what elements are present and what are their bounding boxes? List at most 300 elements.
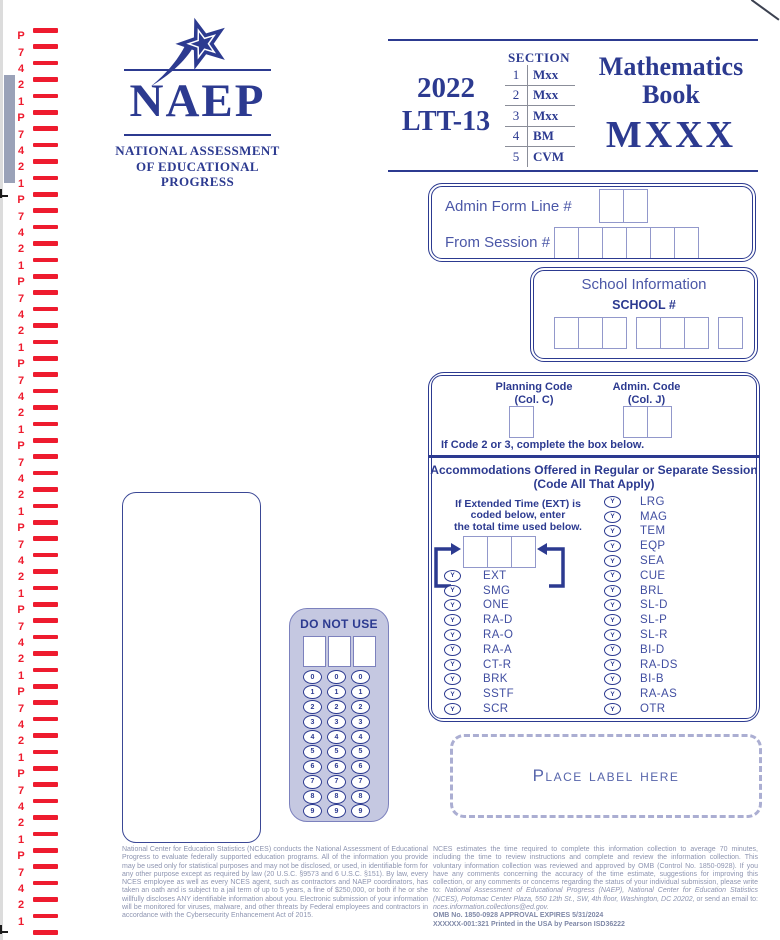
timing-bar xyxy=(33,733,58,738)
accommodation-codes-right xyxy=(604,495,678,717)
digit-bubble[interactable]: 1 xyxy=(303,685,322,699)
digit-bubble[interactable]: 1 xyxy=(351,685,370,699)
timing-bar xyxy=(33,536,58,541)
timing-char: P xyxy=(17,194,25,207)
do-not-use-panel xyxy=(289,608,389,822)
write-in-cell[interactable] xyxy=(509,406,534,438)
timing-char: 1 xyxy=(17,833,25,846)
timing-bar xyxy=(33,61,58,66)
write-in-cell[interactable] xyxy=(578,317,603,349)
timing-bar xyxy=(33,717,58,722)
planning-code-label xyxy=(469,381,599,406)
write-in-cell[interactable] xyxy=(623,406,648,438)
accommodation-row xyxy=(604,554,678,569)
timing-char: 2 xyxy=(17,407,25,420)
timing-bar xyxy=(33,684,58,689)
timing-char: 7 xyxy=(17,456,25,469)
accommodation-row xyxy=(604,687,678,702)
accommodation-code-label: SL-P xyxy=(640,614,668,627)
naep-wordmark: NAEP xyxy=(129,75,266,127)
yes-bubble[interactable]: Y xyxy=(444,570,461,582)
footer-right-address: National Assessment of Educational Progress (NAEP), National Center for Education Statistics (NCES), Potomac Center Plaza, 550 12th St., SW, 4th floor, Washington, DC 20202, xyxy=(433,887,758,903)
accommodation-row xyxy=(444,569,514,584)
accommodation-row xyxy=(444,672,514,687)
ext-note-line: the total time used below. xyxy=(454,520,582,533)
naep-subtitle-line: PROGRESS xyxy=(160,174,235,189)
accommodation-row xyxy=(444,702,514,717)
write-in-cell[interactable] xyxy=(353,636,376,667)
accommodation-code-label: RA-DS xyxy=(640,658,678,671)
timing-char: 4 xyxy=(17,637,25,649)
yes-bubble[interactable]: Y xyxy=(604,688,621,700)
digit-bubble[interactable]: 4 xyxy=(303,730,322,744)
timing-bar xyxy=(33,44,58,49)
footer-right-intro: NCES estimates the time required to complete this information collection to average 70 minutes, including the time to review instructions and complete and review the information collection. This voluntary information collection was reviewed and approved by OMB (Control No. 1850-0928). If you have any comments concerning the accuracy of the time estimate, suggestions for improving this collection, or any comments or concerns regarding the status of your individual submission, please write to: xyxy=(433,846,758,895)
accommodation-row xyxy=(604,598,678,613)
accommodation-codes-left xyxy=(444,569,514,717)
timing-bar xyxy=(33,258,58,263)
timing-char: 2 xyxy=(17,653,25,666)
timing-char: 1 xyxy=(17,177,25,190)
digit-bubble[interactable]: 2 xyxy=(351,700,370,714)
logo-rule-top xyxy=(124,69,271,71)
accommodation-code-label: SEA xyxy=(640,555,665,568)
school-information-box xyxy=(530,267,758,362)
accommodation-row xyxy=(444,642,514,657)
timing-bar xyxy=(33,274,58,279)
accommodation-row xyxy=(604,539,678,554)
yes-bubble[interactable]: Y xyxy=(444,629,461,641)
write-in-cell[interactable] xyxy=(647,406,672,438)
section-table-row xyxy=(505,146,575,167)
timing-bar xyxy=(33,766,58,771)
admin-form-line-label: Admin Form Line # xyxy=(445,198,572,215)
timing-bar xyxy=(33,126,58,131)
timing-bar xyxy=(33,602,58,607)
accommodation-code-label: BI-D xyxy=(640,643,665,656)
footer-right-email: nces.information.collections@ed.gov. xyxy=(433,904,549,912)
write-in-cell[interactable] xyxy=(554,317,579,349)
yes-bubble[interactable]: Y xyxy=(444,703,461,715)
yes-bubble[interactable]: Y xyxy=(444,585,461,597)
accommodation-code-label: SMG xyxy=(483,584,511,597)
yes-bubble[interactable]: Y xyxy=(444,673,461,685)
digit-bubble[interactable]: 5 xyxy=(303,745,322,759)
section-table-title: SECTION xyxy=(507,50,571,65)
header-rule-bottom xyxy=(388,170,758,172)
timing-char: 7 xyxy=(17,866,25,879)
timing-char: P xyxy=(17,440,25,453)
timing-char: P xyxy=(17,276,25,289)
digit-bubble-grid xyxy=(304,670,369,819)
write-in-cell[interactable] xyxy=(602,317,627,349)
timing-bar xyxy=(33,225,58,230)
registration-mark xyxy=(0,931,8,933)
yes-bubble[interactable]: Y xyxy=(444,644,461,656)
accommodations-title-line2: (Code All That Apply) xyxy=(533,477,655,491)
timing-bar xyxy=(33,864,58,869)
digit-bubble[interactable]: 4 xyxy=(351,730,370,744)
digit-bubble[interactable]: 5 xyxy=(351,745,370,759)
section-block-code: Mxx xyxy=(533,87,559,103)
do-not-use-title: DO NOT USE xyxy=(300,617,378,631)
yes-bubble[interactable]: Y xyxy=(604,585,621,597)
timing-char: 4 xyxy=(17,801,25,813)
naep-subtitle xyxy=(95,143,300,190)
book-code: MXXX xyxy=(605,114,737,156)
timing-char: P xyxy=(17,112,25,125)
accommodation-row xyxy=(604,495,678,510)
timing-bar xyxy=(33,340,58,345)
timing-bar xyxy=(33,356,58,361)
digit-bubble[interactable]: 9 xyxy=(351,804,370,818)
digit-bubble[interactable]: 6 xyxy=(327,760,346,774)
timing-char: 7 xyxy=(17,538,25,551)
write-in-cell[interactable] xyxy=(554,227,579,259)
accommodation-code-label: BI-B xyxy=(640,673,664,686)
timing-char: 2 xyxy=(17,325,25,338)
timing-char: P xyxy=(17,686,25,699)
timing-char: 4 xyxy=(17,309,25,321)
yes-bubble[interactable]: Y xyxy=(604,511,621,523)
timing-char: 1 xyxy=(17,505,25,518)
write-in-cell[interactable] xyxy=(578,227,603,259)
timing-char: 4 xyxy=(17,145,25,157)
accommodation-row xyxy=(444,583,514,598)
timing-bar xyxy=(33,635,58,640)
timing-char: P xyxy=(17,768,25,781)
accommodation-code-label: RA-AS xyxy=(640,688,678,701)
section-table-row xyxy=(505,65,575,85)
section-table-row xyxy=(505,85,575,106)
digit-bubble[interactable]: 2 xyxy=(303,700,322,714)
blank-response-box xyxy=(122,492,261,843)
timing-bar xyxy=(33,290,58,295)
accommodation-row xyxy=(444,628,514,643)
timing-bar xyxy=(33,94,58,99)
accommodation-row xyxy=(604,613,678,628)
yes-bubble[interactable]: Y xyxy=(604,629,621,641)
accommodation-code-label: BRL xyxy=(640,584,664,597)
yes-bubble[interactable]: Y xyxy=(604,599,621,611)
cell-group xyxy=(636,317,709,349)
yes-bubble[interactable]: Y xyxy=(604,703,621,715)
digit-bubble[interactable]: 8 xyxy=(327,790,346,804)
digit-bubble[interactable]: 6 xyxy=(351,760,370,774)
timing-char: 1 xyxy=(17,915,25,928)
digit-bubble[interactable]: 3 xyxy=(327,715,346,729)
admin-code-col: (Col. J) xyxy=(627,393,666,406)
yes-bubble[interactable]: Y xyxy=(604,659,621,671)
place-label-box[interactable] xyxy=(450,734,762,818)
registration-mark xyxy=(0,195,8,197)
timing-bar xyxy=(33,323,58,328)
timing-char: 1 xyxy=(17,341,25,354)
accommodations-title-line1: Accommodations Offered in Regular or Separate Session xyxy=(430,463,758,477)
header-rule-top xyxy=(388,39,758,41)
timing-char: 7 xyxy=(17,292,25,305)
footer-left-text: National Center for Education Statistics (NCES) conducts the National Assessment of Educational Progress to evaluate federally supported education programs. All of the information you provide may be used only for statistical purposes and may not be disclosed, or used, in identifiable form for any other purpose except as required by law (20 U.S.C. §9573 and 6 U.S.C. §151). By law, every NCES employee as well as every NCES agent, such as contractors and NAEP coordinators, has taken an oath and is subject to a jail term of up to 5 years, a fine of $250,000, or both if he or she willfully discloses ANY identifiable information about you. Electronic submission of your information will be monitored for viruses, malware, and other threats by Federal employees and contractors in accordance with the Cybersecurity Enhancement Act of 2015. xyxy=(122,846,428,920)
accommodation-row xyxy=(444,613,514,628)
from-session-label: From Session # xyxy=(445,234,551,251)
timing-char: 7 xyxy=(17,210,25,223)
write-in-cell[interactable] xyxy=(602,227,627,259)
accommodation-code-label: RA-A xyxy=(483,643,513,656)
timing-bar xyxy=(33,110,58,115)
timing-char: 4 xyxy=(17,883,25,895)
page-edge-strip xyxy=(0,0,3,940)
timing-char: 4 xyxy=(17,473,25,485)
corner-cut-line xyxy=(751,0,780,21)
accommodation-code-label: SL-D xyxy=(640,599,668,612)
timing-char: 1 xyxy=(17,751,25,764)
write-in-cell[interactable] xyxy=(650,227,675,259)
section-block-code: Mxx xyxy=(533,107,559,123)
timing-char: 2 xyxy=(17,899,25,912)
section-number: 2 xyxy=(505,86,528,106)
digit-bubble[interactable]: 9 xyxy=(327,804,346,818)
ext-time-cells xyxy=(463,536,536,568)
write-in-cell[interactable] xyxy=(623,189,648,223)
digit-bubble[interactable]: 0 xyxy=(327,670,346,684)
timing-char: 4 xyxy=(17,719,25,731)
timing-bar xyxy=(33,241,58,246)
write-in-cell[interactable] xyxy=(487,536,512,568)
yes-bubble[interactable]: Y xyxy=(604,525,621,537)
timing-char: 1 xyxy=(17,669,25,682)
accommodation-row xyxy=(604,509,678,524)
yes-bubble[interactable]: Y xyxy=(444,614,461,626)
write-in-cell[interactable] xyxy=(599,189,624,223)
timing-bar xyxy=(33,438,58,443)
timing-char: 1 xyxy=(17,423,25,436)
timing-bar xyxy=(33,914,58,919)
book-title-line2: Book xyxy=(642,80,700,109)
write-in-cell[interactable] xyxy=(328,636,351,667)
write-in-cell[interactable] xyxy=(636,317,661,349)
digit-bubble[interactable]: 3 xyxy=(303,715,322,729)
yes-bubble[interactable]: Y xyxy=(604,540,621,552)
write-in-cell[interactable] xyxy=(684,317,709,349)
timing-bar xyxy=(33,881,58,886)
code-note: If Code 2 or 3, complete the box below. xyxy=(441,439,645,451)
digit-bubble[interactable]: 7 xyxy=(351,775,370,789)
timing-bar xyxy=(33,520,58,525)
accommodation-code-label: TEM xyxy=(640,525,666,538)
timing-bar xyxy=(33,208,58,213)
accommodation-row xyxy=(444,687,514,702)
digit-bubble[interactable]: 9 xyxy=(303,804,322,818)
accommodation-row xyxy=(604,702,678,717)
accommodation-code-label: BRK xyxy=(483,673,508,686)
digit-bubble[interactable]: 7 xyxy=(303,775,322,789)
panel-divider xyxy=(429,455,759,458)
print-line: XXXXXX-001:321 Printed in the USA by Pearson ISD36222 xyxy=(433,920,625,928)
write-in-cell[interactable] xyxy=(674,227,699,259)
digit-bubble[interactable]: 2 xyxy=(327,700,346,714)
accommodation-row xyxy=(604,583,678,598)
accommodation-row xyxy=(604,568,678,583)
timing-char: 2 xyxy=(17,79,25,92)
timing-char: 2 xyxy=(17,161,25,174)
timing-char: 7 xyxy=(17,620,25,633)
accommodation-row xyxy=(604,642,678,657)
place-label-text: Place label here xyxy=(532,766,680,785)
accommodation-code-label: CT-R xyxy=(483,658,512,671)
cell-group xyxy=(718,317,743,349)
yes-bubble[interactable]: Y xyxy=(444,688,461,700)
omb-line: OMB No. 1850-0928 APPROVAL EXPIRES 5/31/2024 xyxy=(433,912,604,920)
timing-bar xyxy=(33,930,58,935)
timing-char: 7 xyxy=(17,702,25,715)
timing-bar xyxy=(33,405,58,410)
timing-char: 4 xyxy=(17,555,25,567)
logo-rule-bottom xyxy=(124,134,271,136)
section-table-row xyxy=(505,105,575,126)
accommodation-code-label: SL-R xyxy=(640,629,668,642)
school-information-title: School Information xyxy=(581,276,707,293)
footer-right-mid: or send an email to: xyxy=(694,895,758,903)
digit-bubble[interactable]: 6 xyxy=(303,760,322,774)
section-block-code: Mxx xyxy=(533,66,559,82)
write-in-cell[interactable] xyxy=(718,317,743,349)
section-number: 3 xyxy=(505,106,528,126)
timing-bar xyxy=(33,651,58,656)
digit-bubble[interactable]: 0 xyxy=(351,670,370,684)
section-number: 1 xyxy=(505,65,528,85)
section-number: 5 xyxy=(505,147,528,167)
accommodation-code-label: ONE xyxy=(483,599,510,612)
section-block-code: CVM xyxy=(533,148,565,164)
do-not-use-cells xyxy=(303,636,376,667)
admin-code-label-line: Admin. Code xyxy=(612,381,681,393)
ext-note-line: If Extended Time (EXT) is xyxy=(455,498,581,510)
ext-note-line: coded below, enter xyxy=(470,509,566,522)
digit-bubble[interactable]: 1 xyxy=(327,685,346,699)
timing-char: 7 xyxy=(17,46,25,59)
codes-panel xyxy=(428,372,760,722)
timing-char: 4 xyxy=(17,391,25,403)
timing-bar xyxy=(33,77,58,82)
timing-char: 7 xyxy=(17,374,25,387)
digit-bubble[interactable]: 7 xyxy=(327,775,346,789)
timing-bar xyxy=(33,700,58,705)
accommodation-code-label: RA-O xyxy=(483,629,514,642)
digit-bubble[interactable]: 4 xyxy=(327,730,346,744)
timing-char: 2 xyxy=(17,571,25,584)
naep-subtitle-line: NATIONAL ASSESSMENT xyxy=(115,143,280,158)
planning-code-col: (Col. C) xyxy=(514,393,554,406)
planning-code-label-line: Planning Code xyxy=(495,381,573,393)
admin-form-line-cells xyxy=(599,189,648,223)
admin-code-label xyxy=(584,381,709,406)
yes-bubble[interactable]: Y xyxy=(604,673,621,685)
planning-code-cells xyxy=(509,406,534,438)
accommodation-row xyxy=(444,598,514,613)
timing-bar xyxy=(33,750,58,755)
yes-bubble[interactable]: Y xyxy=(604,555,621,567)
footer-right-paragraph xyxy=(433,846,758,929)
accommodation-row xyxy=(604,657,678,672)
section-table-row xyxy=(505,126,575,147)
timing-char: 2 xyxy=(17,243,25,256)
ext-note xyxy=(437,499,599,533)
accommodation-code-label: LRG xyxy=(640,495,665,508)
timing-char: 4 xyxy=(17,227,25,239)
timing-bar xyxy=(33,815,58,820)
admin-code-cells xyxy=(623,406,672,438)
assessment-year: 2022 xyxy=(417,72,475,104)
accommodation-code-label: SSTF xyxy=(483,688,514,701)
digit-bubble[interactable]: 0 xyxy=(303,670,322,684)
timing-bar xyxy=(33,504,58,509)
digit-bubble[interactable]: 8 xyxy=(351,790,370,804)
accommodation-code-label: RA-D xyxy=(483,614,513,627)
timing-char: 1 xyxy=(17,259,25,272)
accommodation-code-label: CUE xyxy=(640,569,666,582)
yes-bubble[interactable]: Y xyxy=(604,570,621,582)
naep-subtitle-line: OF EDUCATIONAL xyxy=(136,158,259,174)
timing-bar xyxy=(33,569,58,574)
timing-bar xyxy=(33,422,58,427)
accommodation-code-label: SCR xyxy=(483,703,509,716)
accommodation-code-label: EXT xyxy=(483,569,507,582)
yes-bubble[interactable]: Y xyxy=(604,496,621,508)
digit-bubble[interactable]: 3 xyxy=(351,715,370,729)
digit-bubble[interactable]: 8 xyxy=(303,790,322,804)
timing-bar xyxy=(33,487,58,492)
timing-char: P xyxy=(17,850,25,863)
accommodation-row xyxy=(604,672,678,687)
accommodation-code-label: MAG xyxy=(640,510,668,523)
write-in-cell[interactable] xyxy=(626,227,651,259)
arrow-left-icon xyxy=(533,541,569,591)
accommodation-code-label: EQP xyxy=(640,540,666,553)
write-in-cell[interactable] xyxy=(660,317,685,349)
timing-bar xyxy=(33,454,58,459)
timing-char: 4 xyxy=(17,63,25,75)
cell-group xyxy=(554,317,627,349)
footer-left-paragraph xyxy=(122,846,428,921)
timing-char: 2 xyxy=(17,817,25,830)
timing-char: P xyxy=(17,358,25,371)
write-in-cell[interactable] xyxy=(303,636,326,667)
timing-bar xyxy=(33,372,58,377)
yes-bubble[interactable]: Y xyxy=(604,644,621,656)
timing-char: P xyxy=(17,30,25,43)
timing-char: 1 xyxy=(17,587,25,600)
admin-form-box xyxy=(428,183,756,262)
yes-bubble[interactable]: Y xyxy=(444,599,461,611)
timing-char: P xyxy=(17,522,25,535)
timing-bar xyxy=(33,28,58,33)
yes-bubble[interactable]: Y xyxy=(604,614,621,626)
timing-bar xyxy=(33,471,58,476)
timing-bar xyxy=(33,192,58,197)
section-number: 4 xyxy=(505,127,528,147)
timing-bar xyxy=(33,176,58,181)
write-in-cell[interactable] xyxy=(463,536,488,568)
digit-bubble[interactable]: 5 xyxy=(327,745,346,759)
timing-bar xyxy=(33,143,58,148)
accommodation-row xyxy=(604,524,678,539)
timing-bar xyxy=(33,389,58,394)
timing-bar xyxy=(33,307,58,312)
book-title-line1: Mathematics xyxy=(598,52,744,81)
yes-bubble[interactable]: Y xyxy=(444,659,461,671)
timing-bar xyxy=(33,553,58,558)
timing-char: 7 xyxy=(17,784,25,797)
